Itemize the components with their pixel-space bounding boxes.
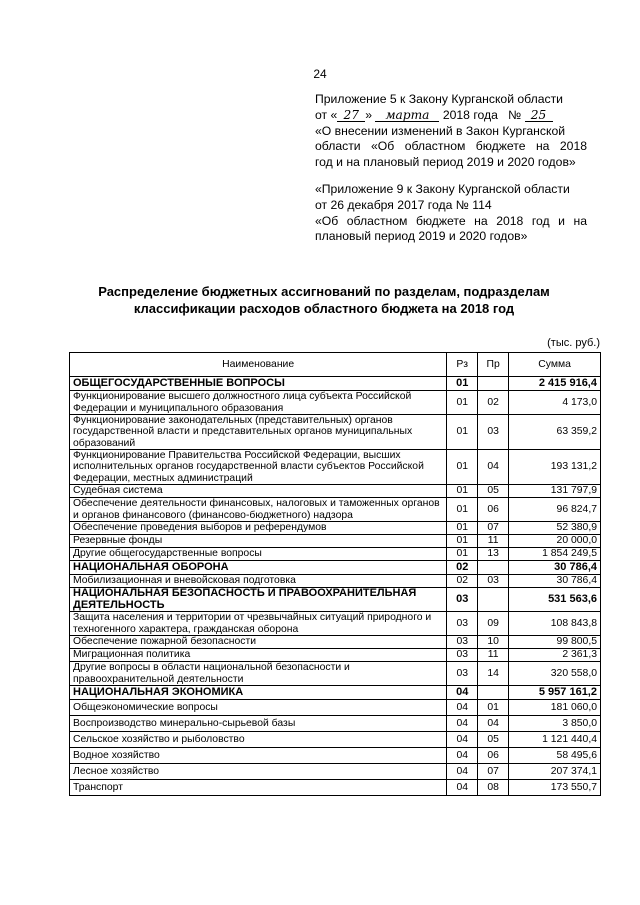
header-pr: Пр: [478, 353, 509, 377]
row-sum-cell: 3 850,0: [509, 716, 601, 732]
row-name-cell: Судебная система: [70, 485, 447, 498]
appendix-9-line4: плановый период 2019 и 2020 годов»: [315, 229, 528, 244]
appendix-9-line3: «Об областном бюджете на 2018 год и на: [315, 213, 587, 228]
row-pr-cell: 08: [478, 780, 509, 796]
appendix-5-line1: Приложение 5 к Закону Курганской области: [315, 92, 563, 106]
row-name-cell: Резервные фонды: [70, 535, 447, 548]
row-sum-cell: 30 786,4: [509, 575, 601, 588]
row-sum-cell: 193 131,2: [509, 450, 601, 485]
row-pr-cell: 04: [478, 716, 509, 732]
row-sum-cell: 2 361,3: [509, 649, 601, 662]
row-sum-cell: 96 824,7: [509, 498, 601, 522]
appendix-5-line3: «О внесении изменений в Закон Курганской: [315, 123, 566, 138]
row-rz-cell: 01: [447, 391, 478, 415]
row-pr-cell: 07: [478, 522, 509, 535]
table-row: [70, 649, 601, 662]
row-pr-cell: 14: [478, 662, 509, 686]
appendix-5-line5: год и на плановый период 2019 и 2020 годов»: [315, 155, 576, 170]
table-row: [70, 732, 601, 748]
table-row: [70, 716, 601, 732]
row-name-cell: Функционирование Правительства Российской Федерации, высших исполнительных органов государственной власти субъектов Российской Федерации, местных администраций: [70, 450, 447, 485]
table-row: [70, 780, 601, 796]
budget-table: [69, 352, 601, 796]
row-rz-cell: 01: [447, 548, 478, 561]
row-sum-cell: 63 359,2: [509, 415, 601, 450]
row-pr-cell: 05: [478, 732, 509, 748]
table-header-row: [70, 353, 601, 377]
row-sum-cell: 131 797,9: [509, 485, 601, 498]
row-rz-cell: 02: [447, 575, 478, 588]
table-row: [70, 548, 601, 561]
row-pr-cell: 03: [478, 575, 509, 588]
row-pr-cell: 06: [478, 748, 509, 764]
appendix-5-ot: от: [315, 107, 328, 122]
row-pr-cell: [478, 686, 509, 700]
row-sum-cell: 1 854 249,5: [509, 548, 601, 561]
row-sum-cell: 5 957 161,2: [509, 686, 601, 700]
row-name-cell: Мобилизационная и вневойсковая подготовка: [70, 575, 447, 588]
row-name-cell: НАЦИОНАЛЬНАЯ ЭКОНОМИКА: [70, 686, 447, 700]
appendix-5-reference: [315, 92, 587, 171]
row-sum-cell: 30 786,4: [509, 561, 601, 575]
row-rz-cell: 03: [447, 612, 478, 636]
row-pr-cell: 06: [478, 498, 509, 522]
appendix-5-handwritten-number: 25: [525, 109, 553, 122]
row-name-cell: Транспорт: [70, 780, 447, 796]
table-row: [70, 764, 601, 780]
row-sum-cell: 52 380,9: [509, 522, 601, 535]
appendix-5-handwritten-day: 27: [337, 109, 365, 122]
row-sum-cell: 4 173,0: [509, 391, 601, 415]
row-rz-cell: 04: [447, 700, 478, 716]
table-row: [70, 748, 601, 764]
row-sum-cell: 108 843,8: [509, 612, 601, 636]
row-rz-cell: 04: [447, 686, 478, 700]
row-name-cell: Обеспечение проведения выборов и референдумов: [70, 522, 447, 535]
appendix-9-line2: от 26 декабря 2017 года № 114: [315, 197, 492, 212]
row-name-cell: Лесное хозяйство: [70, 764, 447, 780]
row-pr-cell: 05: [478, 485, 509, 498]
budget-table-body: [70, 377, 601, 796]
table-row: [70, 700, 601, 716]
section-row: [70, 588, 601, 612]
document-title: [60, 283, 588, 317]
row-name-cell: ОБЩЕГОСУДАРСТВЕННЫЕ ВОПРОСЫ: [70, 377, 447, 391]
row-name-cell: Общеэкономические вопросы: [70, 700, 447, 716]
row-pr-cell: 01: [478, 700, 509, 716]
appendix-9-reference: [315, 182, 587, 245]
row-sum-cell: 181 060,0: [509, 700, 601, 716]
appendix-5-date-line: [315, 108, 587, 124]
table-row: [70, 535, 601, 548]
row-name-cell: Воспроизводство минерально-сырьевой базы: [70, 716, 447, 732]
row-name-cell: Обеспечение пожарной безопасности: [70, 636, 447, 649]
appendix-5-quote-open: «: [330, 107, 338, 122]
row-rz-cell: 01: [447, 522, 478, 535]
table-row: [70, 636, 601, 649]
row-name-cell: Функционирование законодательных (представительных) органов государственной власти и представительных органов муниципальных образований: [70, 415, 447, 450]
row-sum-cell: 2 415 916,4: [509, 377, 601, 391]
row-sum-cell: 99 800,5: [509, 636, 601, 649]
row-rz-cell: 04: [447, 780, 478, 796]
table-row: [70, 662, 601, 686]
row-rz-cell: 04: [447, 716, 478, 732]
row-rz-cell: 03: [447, 636, 478, 649]
row-name-cell: НАЦИОНАЛЬНАЯ БЕЗОПАСНОСТЬ И ПРАВООХРАНИТЕЛЬНАЯ ДЕЯТЕЛЬНОСТЬ: [70, 588, 447, 612]
row-pr-cell: 11: [478, 535, 509, 548]
row-rz-cell: 04: [447, 732, 478, 748]
row-pr-cell: 04: [478, 450, 509, 485]
page-number: 24: [313, 67, 327, 81]
unit-label: (тыс. руб.): [547, 337, 600, 349]
appendix-5-quote-close: »: [365, 107, 373, 122]
row-name-cell: Другие общегосударственные вопросы: [70, 548, 447, 561]
row-name-cell: Сельское хозяйство и рыболовство: [70, 732, 447, 748]
row-sum-cell: 320 558,0: [509, 662, 601, 686]
table-row: [70, 450, 601, 485]
appendix-9-line1: «Приложение 9 к Закону Курганской области: [315, 182, 570, 196]
header-rz: Рз: [447, 353, 478, 377]
row-sum-cell: 20 000,0: [509, 535, 601, 548]
row-pr-cell: 13: [478, 548, 509, 561]
document-title-line2: классификации расходов областного бюджета на 2018 год: [133, 301, 515, 316]
row-name-cell: Функционирование высшего должностного лица субъекта Российской Федерации и муниципального образования: [70, 391, 447, 415]
row-rz-cell: 03: [447, 662, 478, 686]
row-pr-cell: [478, 588, 509, 612]
document-title-line1: Распределение бюджетных ассигнований по разделам, подразделам: [98, 284, 550, 299]
table-row: [70, 485, 601, 498]
section-row: [70, 561, 601, 575]
row-pr-cell: 09: [478, 612, 509, 636]
table-row: [70, 415, 601, 450]
row-rz-cell: 04: [447, 748, 478, 764]
row-pr-cell: 02: [478, 391, 509, 415]
section-row: [70, 377, 601, 391]
row-pr-cell: 07: [478, 764, 509, 780]
row-name-cell: Защита населения и территории от чрезвычайных ситуаций природного и техногенного характера, гражданская оборона: [70, 612, 447, 636]
row-pr-cell: 11: [478, 649, 509, 662]
row-sum-cell: 1 121 440,4: [509, 732, 601, 748]
row-pr-cell: 10: [478, 636, 509, 649]
table-row: [70, 612, 601, 636]
row-rz-cell: 03: [447, 588, 478, 612]
section-row: [70, 686, 601, 700]
table-row: [70, 522, 601, 535]
table-row: [70, 498, 601, 522]
row-name-cell: Обеспечение деятельности финансовых, налоговых и таможенных органов и органов финансового (финансово-бюджетного) надзора: [70, 498, 447, 522]
appendix-5-number-sign: №: [508, 107, 522, 122]
row-pr-cell: [478, 377, 509, 391]
row-rz-cell: 03: [447, 649, 478, 662]
row-pr-cell: [478, 561, 509, 575]
row-rz-cell: 04: [447, 764, 478, 780]
table-row: [70, 391, 601, 415]
row-sum-cell: 531 563,6: [509, 588, 601, 612]
row-rz-cell: 01: [447, 485, 478, 498]
row-rz-cell: 01: [447, 498, 478, 522]
row-name-cell: НАЦИОНАЛЬНАЯ ОБОРОНА: [70, 561, 447, 575]
row-sum-cell: 173 550,7: [509, 780, 601, 796]
row-rz-cell: 01: [447, 535, 478, 548]
appendix-5-handwritten-month: марта: [375, 109, 439, 122]
header-sum: Сумма: [509, 353, 601, 377]
row-sum-cell: 58 495,6: [509, 748, 601, 764]
row-name-cell: Миграционная политика: [70, 649, 447, 662]
row-rz-cell: 01: [447, 415, 478, 450]
row-name-cell: Другие вопросы в области национальной безопасности и правоохранительной деятельности: [70, 662, 447, 686]
row-pr-cell: 03: [478, 415, 509, 450]
row-rz-cell: 01: [447, 377, 478, 391]
row-sum-cell: 207 374,1: [509, 764, 601, 780]
row-rz-cell: 01: [447, 450, 478, 485]
table-row: [70, 575, 601, 588]
row-name-cell: Водное хозяйство: [70, 748, 447, 764]
appendix-5-line4: области «Об областном бюджете на 2018: [315, 139, 587, 154]
row-rz-cell: 02: [447, 561, 478, 575]
header-name: Наименование: [70, 353, 447, 377]
appendix-5-year: 2018 года: [442, 107, 498, 122]
